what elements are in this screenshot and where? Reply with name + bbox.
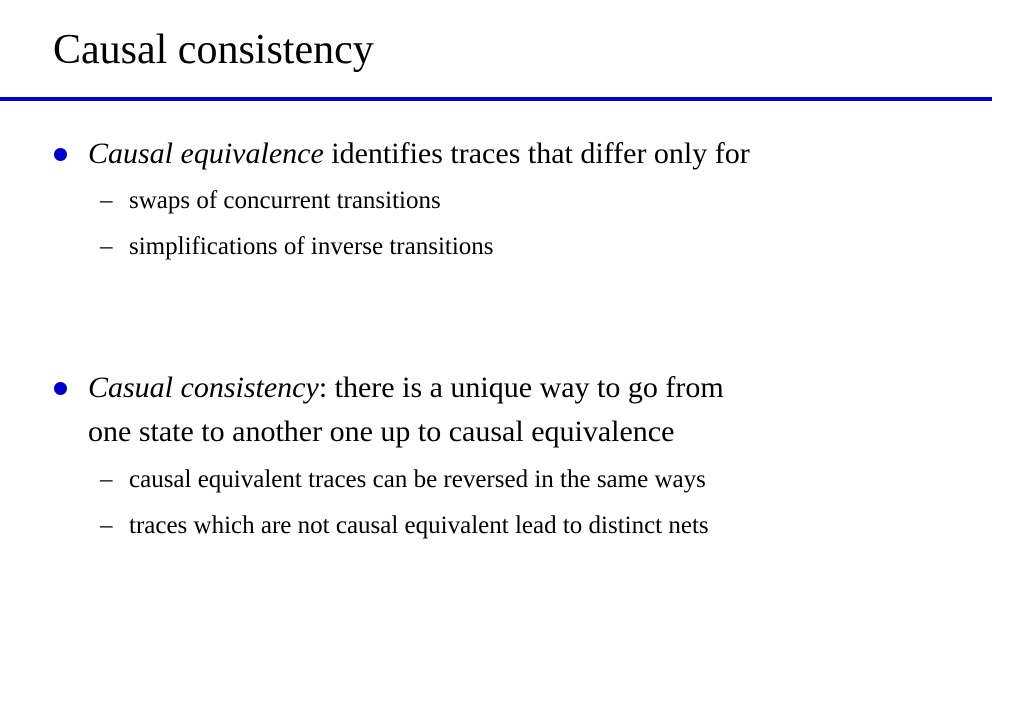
subitem-text: simplifications of inverse transitions [129, 233, 494, 260]
bullet-rest: identifies traces that differ only for [323, 137, 750, 170]
bullet-text [88, 133, 908, 175]
bullet-rest: : there is a unique way to go from [318, 371, 724, 404]
dash-icon: – [100, 187, 113, 214]
dash-icon: – [100, 512, 113, 539]
subitem-text: causal equivalent traces can be reversed in the same ways [129, 466, 706, 493]
subitem-text: traces which are not causal equivalent lead to distinct nets [129, 512, 709, 539]
bullet-dot-icon [54, 382, 67, 395]
bullet-emphasis: Casual consistency [88, 371, 319, 404]
dash-icon: – [100, 466, 113, 493]
bullet-text [88, 367, 908, 409]
slide-title: Causal consistency [53, 27, 374, 73]
bullet-emphasis: Causal equivalence [88, 137, 324, 170]
dash-icon: – [100, 233, 113, 260]
title-divider [0, 97, 992, 101]
bullet-dot-icon [54, 148, 67, 161]
subitem-text: swaps of concurrent transitions [129, 187, 441, 214]
bullet-text-line2: one state to another one up to causal equivalence [88, 415, 675, 448]
